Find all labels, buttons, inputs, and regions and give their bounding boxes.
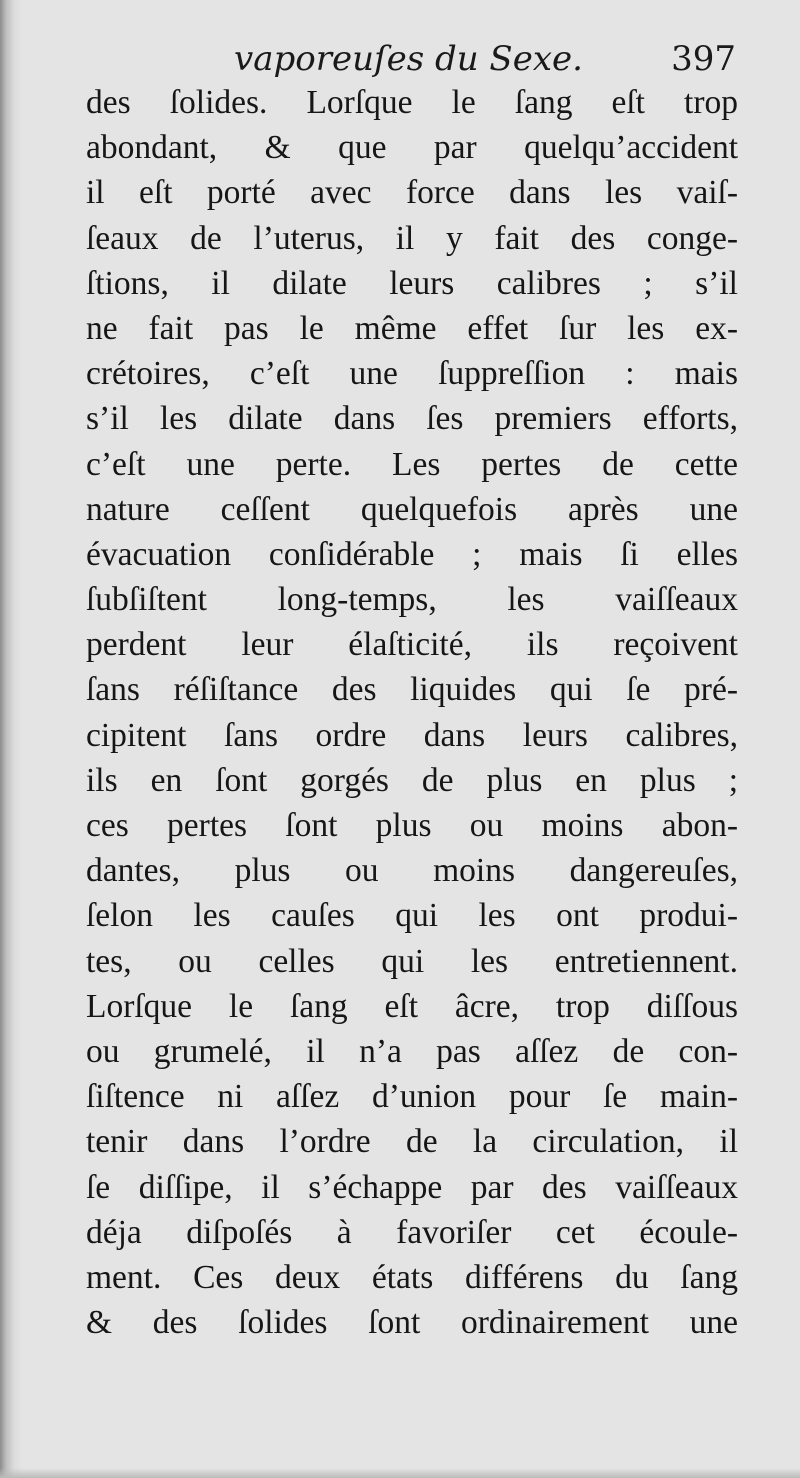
text-line: ſe diſſipe, il s’échappe par des vaiſſeaux [86, 1168, 738, 1206]
text-line: c’eſt une perte. Les pertes de cette [86, 445, 738, 483]
text-line: abondant, & que par quelqu’accident [86, 129, 738, 167]
text-line: ſtions, il dilate leurs calibres ; s’il [86, 264, 738, 302]
page-number: 397 [671, 39, 736, 79]
body-text [86, 80, 738, 1345]
text-line: s’il les dilate dans ſes premiers efforts, [86, 400, 738, 438]
text-line: nature ceſſent quelquefois après une [86, 490, 738, 528]
text-line: tes, ou celles qui les entretiennent. [86, 942, 738, 980]
text-line: perdent leur élaſticité, ils reçoivent [86, 626, 738, 664]
text-line: il eſt porté avec force dans les vaiſ- [86, 174, 738, 212]
text-line: tenir dans l’ordre de la circulation, il [86, 1123, 738, 1161]
text-line: dantes, plus ou moins dangereuſes, [86, 852, 738, 890]
text-line: ils en ſont gorgés de plus en plus ; [86, 761, 738, 799]
text-line: & des ſolides ſont ordinairement une [86, 1304, 738, 1342]
text-line: crétoires, c’eſt une ſuppreſſion : mais [86, 355, 738, 393]
text-line: ſelon les cauſes qui les ont produi- [86, 897, 738, 935]
text-line: ces pertes ſont plus ou moins abon- [86, 807, 738, 844]
text-line: cipitent ſans ordre dans leurs calibres, [86, 716, 738, 754]
text-line: des ſolides. Lorſque le ſang eſt trop [86, 84, 738, 121]
text-line: évacuation conſidérable ; mais ſi elles [86, 535, 738, 573]
text-line: ſiſtence ni aſſez d’union pour ſe main- [86, 1078, 738, 1116]
text-line: ſubſiſtent long-temps, les vaiſſeaux [86, 581, 738, 619]
text-line: ne fait pas le même effet ſur les ex- [86, 309, 738, 347]
page-bottom-edge [0, 1468, 800, 1478]
text-line: ou grumelé, il n’a pas aſſez de con- [86, 1032, 738, 1070]
text-line: déja diſpoſés à favoriſer cet écoule- [86, 1213, 738, 1251]
text-line: Lorſque le ſang eſt âcre, trop diſſous [86, 987, 738, 1025]
text-line: ſans réſiſtance des liquides qui ſe pré- [86, 671, 738, 709]
text-line: ment. Ces deux états différens du ſang [86, 1258, 738, 1296]
running-title: vaporeuſes du Sexe. [234, 39, 583, 79]
text-line: ſeaux de l’uterus, il y fait des conge- [86, 219, 738, 257]
page-gutter-shadow [0, 0, 22, 1478]
